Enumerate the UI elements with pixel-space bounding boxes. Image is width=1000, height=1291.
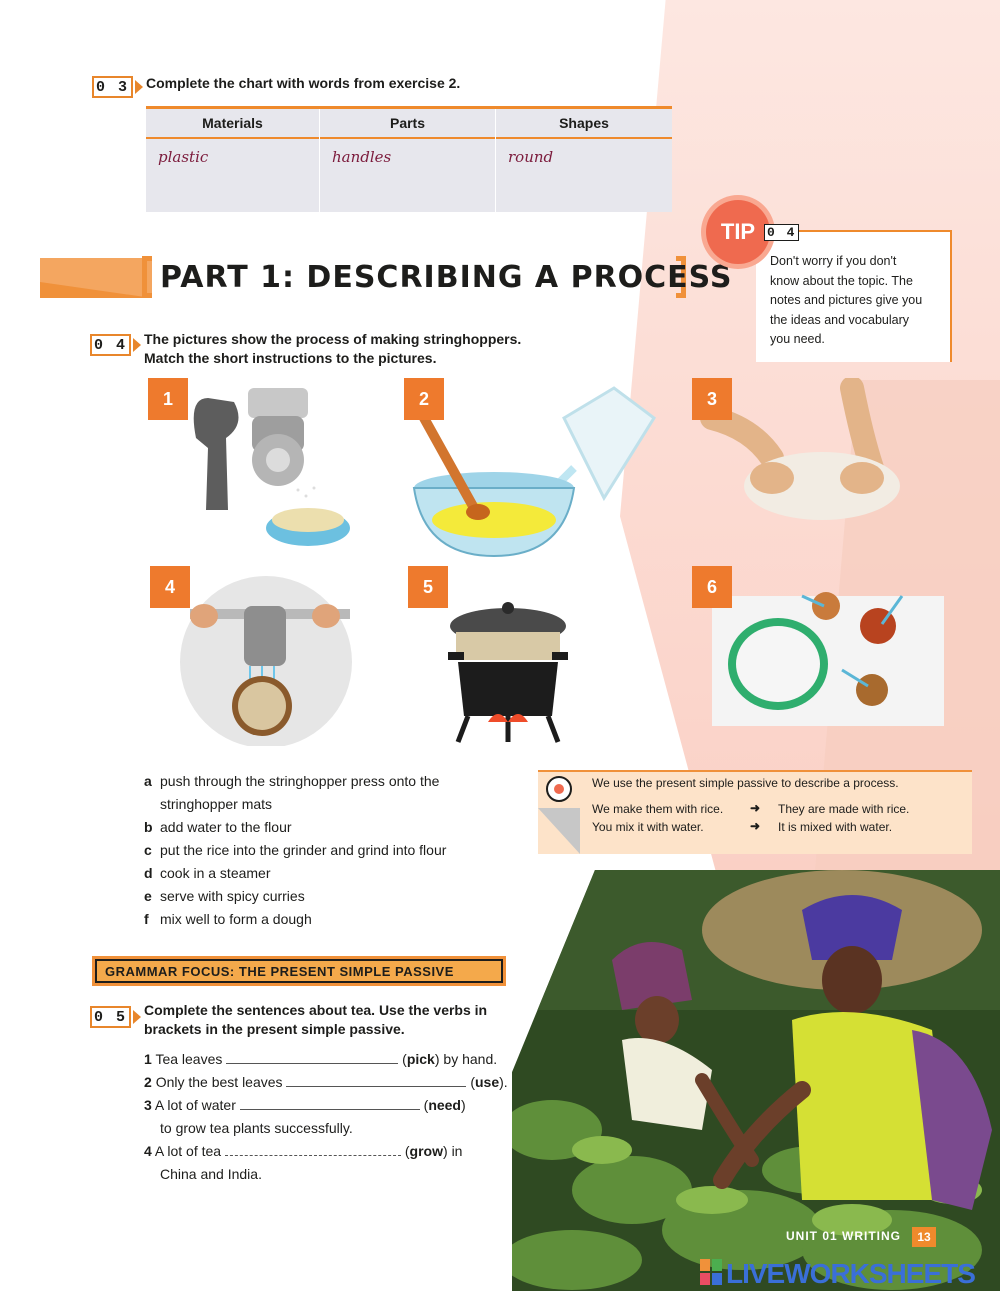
instruction-line: Match the short instructions to the pictures. <box>144 350 437 366</box>
verb-hint: need <box>428 1097 461 1113</box>
item-text-line: push through the stringhopper press onto the <box>160 773 440 789</box>
picture-6-serving <box>692 566 952 726</box>
answer-blank[interactable] <box>286 1073 466 1087</box>
picture-number: 5 <box>408 566 448 608</box>
sentence-item: 2 Only the best leaves (use). <box>144 1074 508 1090</box>
list-item[interactable] <box>144 839 534 862</box>
sentence-text: Tea leaves <box>155 1051 223 1067</box>
chart-column-materials <box>146 109 320 212</box>
passive-example-2: It is mixed with water. <box>778 820 893 834</box>
tip-text <box>770 252 940 350</box>
chart-header: Materials <box>146 109 319 139</box>
active-example-1: We make them with rice. <box>592 802 724 816</box>
footer-unit-label: UNIT 01 WRITING <box>786 1229 902 1243</box>
picture-4-stringhopper-press <box>150 566 360 746</box>
item-letter: f <box>144 911 149 927</box>
chart-header: Parts <box>320 109 495 139</box>
item-text: mix well to form a dough <box>160 911 312 927</box>
grammar-focus-title: GRAMMAR FOCUS: THE PRESENT SIMPLE PASSIVE <box>95 959 503 983</box>
sentence-text: Only the best leaves <box>155 1074 283 1090</box>
verb-hint: pick <box>406 1051 435 1067</box>
picture-3-kneading-dough <box>692 378 942 528</box>
grammar-note-title: We use the present simple passive to describe a process. <box>592 776 899 790</box>
item-text <box>160 770 439 816</box>
tip-line: know about the topic. The <box>770 273 913 288</box>
grammar-focus-banner <box>92 956 506 986</box>
item-text: add water to the flour <box>160 819 292 835</box>
sentence-number: 2 <box>144 1074 152 1090</box>
sentence-item: 1 Tea leaves (pick) by hand. <box>144 1051 498 1067</box>
instruction-line: The pictures show the process of making stringhoppers. <box>144 331 522 347</box>
sentence-text: China and India. <box>160 1166 262 1182</box>
picture-1-grinder <box>148 378 368 558</box>
chart-column-parts <box>320 109 496 212</box>
answer-blank[interactable] <box>225 1142 401 1156</box>
sentence-number: 4 <box>144 1143 152 1159</box>
item-letter: a <box>144 773 152 789</box>
list-item[interactable] <box>144 862 534 885</box>
item-text: put the rice into the grinder and grind into flour <box>160 842 447 858</box>
item-letter: b <box>144 819 153 835</box>
exercise-4-number: 0 4 <box>90 334 141 356</box>
list-item[interactable] <box>144 816 534 839</box>
sentence-text: . <box>503 1074 508 1090</box>
tip-line: Don't worry if you don't <box>770 254 897 268</box>
chart-header: Shapes <box>496 109 672 139</box>
page-number: 13 <box>912 1227 936 1247</box>
picture-number: 2 <box>404 378 444 420</box>
sentence-list <box>144 1048 534 1186</box>
chart-cell[interactable]: plastic <box>158 148 209 166</box>
sentence-text: A lot of tea <box>154 1143 222 1159</box>
sentence-number: 1 <box>144 1051 152 1067</box>
picture-number: 1 <box>148 378 188 420</box>
tip-line: notes and pictures give you <box>770 293 923 307</box>
item-letter: c <box>144 842 152 858</box>
sentence-text: to grow tea plants successfully. <box>160 1120 353 1136</box>
tip-number: 0 4 <box>764 224 799 241</box>
heading-bracket-left <box>142 256 152 298</box>
chart-cell[interactable]: round <box>508 148 554 166</box>
exercise-3-instruction: Complete the chart with words from exercise 2. <box>146 75 461 91</box>
arrow-icon: ➜ <box>750 801 761 815</box>
tip-line: the ideas and vocabulary <box>770 312 909 327</box>
verb-hint: grow <box>409 1143 443 1159</box>
picture-2-mixing-bowl <box>404 378 666 558</box>
exercise-5-instruction <box>144 1001 487 1039</box>
picture-number: 6 <box>692 566 732 608</box>
item-text: cook in a steamer <box>160 865 271 881</box>
liveworksheets-logo-icon <box>700 1259 722 1285</box>
tip-line: you need. <box>770 332 825 346</box>
arrow-icon: ➜ <box>750 819 761 833</box>
chart-cell[interactable]: handles <box>332 148 392 166</box>
sentence-text: by hand. <box>443 1051 498 1067</box>
chart-column-shapes <box>496 109 672 212</box>
watermark: LIVEWORKSHEETS <box>726 1258 975 1289</box>
item-letter: e <box>144 888 152 904</box>
sentence-text: A lot of water <box>154 1097 236 1113</box>
instruction-list <box>144 770 534 931</box>
instruction-line: Complete the sentences about tea. Use the verbs in <box>144 1002 488 1018</box>
verb-hint: use <box>475 1074 500 1090</box>
active-example-2: You mix it with water. <box>592 820 704 834</box>
vocabulary-chart <box>146 106 672 212</box>
list-item[interactable] <box>144 885 534 908</box>
item-text-line: stringhopper mats <box>160 796 273 812</box>
list-item[interactable] <box>144 770 534 816</box>
picture-5-steamer <box>408 566 598 746</box>
sentence-text: in <box>451 1143 463 1159</box>
sentence-item: 4 A lot of tea (grow) in China and India. <box>144 1143 463 1182</box>
sentence-number: 3 <box>144 1097 152 1113</box>
target-icon <box>546 776 572 802</box>
exercise-5-number: 0 5 <box>90 1006 141 1028</box>
tip-badge: TIP <box>706 200 770 264</box>
exercise-4-instruction <box>144 330 521 368</box>
answer-blank[interactable] <box>226 1050 398 1064</box>
list-item[interactable] <box>144 908 534 931</box>
part-title: PART 1: DESCRIBING A PROCESS <box>160 260 733 295</box>
exercise-3-number: 0 3 <box>92 76 143 98</box>
instruction-line: brackets in the present simple passive. <box>144 1021 405 1037</box>
answer-blank[interactable] <box>240 1096 420 1110</box>
item-letter: d <box>144 865 153 881</box>
picture-number: 4 <box>150 566 190 608</box>
picture-number: 3 <box>692 378 732 420</box>
sentence-item: 3 A lot of water (need) to grow tea plants successfully. <box>144 1097 466 1136</box>
item-text: serve with spicy curries <box>160 888 305 904</box>
passive-example-1: They are made with rice. <box>778 802 910 816</box>
